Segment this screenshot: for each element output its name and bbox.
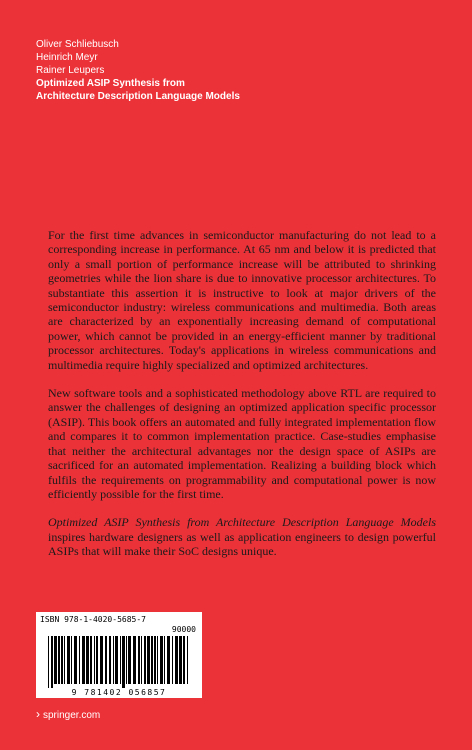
isbn-label: ISBN 978-1-4020-5685-7 (40, 615, 146, 624)
book-title-line-2: Architecture Description Language Models (36, 91, 240, 102)
barcode-bar (133, 636, 136, 684)
barcode-bar (71, 636, 72, 684)
barcode-bar (115, 636, 118, 684)
blurb-paragraph-3-text: inspires hardware designers as well as application engineers to design powerful ASIPs that will make their SoC designs unique. (48, 529, 436, 559)
barcode-bar (122, 636, 125, 688)
barcode-bar (138, 636, 140, 684)
barcode-bar (109, 636, 111, 684)
barcode-bar (120, 636, 121, 684)
barcode-bar (58, 636, 60, 684)
barcode-bars (48, 636, 190, 688)
barcode-bar (96, 636, 98, 684)
barcode-bar (74, 636, 77, 684)
barcode-bar (54, 636, 57, 684)
barcode-bar (167, 636, 170, 684)
author-name-3: Rainer Leupers (36, 65, 105, 76)
barcode-bar (67, 636, 70, 684)
author-block (36, 38, 240, 103)
barcode-bar (179, 636, 182, 684)
barcode-bar (90, 636, 92, 684)
author-name-1: Oliver Schliebusch (36, 39, 119, 50)
barcode-bar (100, 636, 103, 684)
blurb-paragraph-3 (48, 515, 436, 558)
barcode-bar (128, 636, 131, 684)
barcode-bar (151, 636, 153, 684)
blurb-paragraph-1: For the first time advances in semiconductor manufacturing do not lead to a corresponding increase in performance. At 65 nm and below it is predicted that only a small portion of performance increase will be attributed to shrinking geometries while the lion share is due to innovative processor architectures. To substantiate this assertion it is instructive to look at major drivers of the semiconductor industry: wireless communications and multimedia. Both areas are characterized by an exponentially increasing demand of computational power, which cannot be provided in an energy-efficient manner by traditional processor architectures. Today's applications in wireless communications and multimedia require highly specialized and optimized architectures. (48, 228, 436, 372)
isbn-label-block (40, 615, 198, 635)
barcode-bar (183, 636, 185, 684)
barcode-bar (160, 636, 163, 684)
barcode-bar (113, 636, 114, 684)
barcode-bar (187, 636, 188, 684)
barcode-bar (61, 636, 63, 684)
blurb-book-title-italic: Optimized ASIP Synthesis from Architecture Description Language Models (48, 515, 436, 530)
barcode-bar (175, 636, 178, 684)
barcode-bar (164, 636, 165, 684)
barcode-bar (82, 636, 85, 684)
barcode-panel (36, 612, 202, 698)
barcode-bar (141, 636, 142, 684)
back-cover-blurb (48, 228, 436, 573)
barcode-bar (86, 636, 89, 684)
book-title-line-1: Optimized ASIP Synthesis from (36, 78, 185, 89)
barcode-bar (144, 636, 146, 684)
barcode-bar (147, 636, 150, 684)
publisher-name: springer.com (43, 710, 101, 721)
barcode-bar (48, 636, 49, 688)
blurb-paragraph-2: New software tools and a sophisticated methodology above RTL are required to answer the challenges of designing an optimized application specific processor (ASIP). This book offers an automated and fully integrated implementation flow and compares it to common implementation practice. Case-studies emphasise that neither the architectural advantages nor the design space of ASIPs are sacrificed for an automated implementation. Realizing a building block which fulfils the requirements on programmability and computational power is now efficiently possible for the first time. (48, 386, 436, 501)
chevron-right-icon: › (36, 707, 40, 721)
barcode-bar (64, 636, 65, 684)
isbn-addon-code: 90000 (171, 625, 196, 634)
barcode-bar (79, 636, 80, 684)
barcode-bar (94, 636, 95, 684)
barcode-bar (157, 636, 158, 684)
barcode-bar (105, 636, 107, 684)
barcode-bar (126, 636, 127, 684)
barcode-bar (172, 636, 173, 684)
barcode-bar (51, 636, 53, 688)
author-name-2: Heinrich Meyr (36, 52, 98, 63)
barcode-bar (154, 636, 156, 684)
publisher-link[interactable] (36, 707, 100, 721)
ean-digits: 9 781402 056857 (71, 688, 167, 697)
